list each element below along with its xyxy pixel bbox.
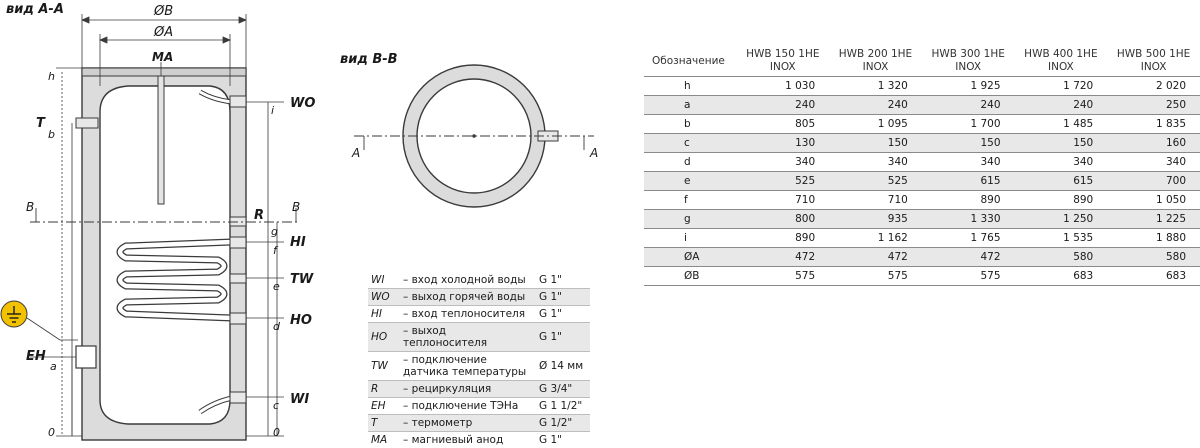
legend-code: R	[368, 381, 400, 398]
spec-cell: 890	[922, 191, 1015, 210]
section-mark-a-right: A	[590, 146, 598, 160]
t-label: T	[36, 116, 45, 131]
legend-code: TW	[368, 352, 400, 381]
spec-row-label: b	[644, 115, 736, 134]
wo-fitting	[230, 96, 246, 107]
spec-row	[644, 134, 1200, 153]
hi-fitting	[230, 237, 246, 248]
legend-code: HI	[368, 306, 400, 323]
ho-fitting	[230, 313, 246, 324]
spec-row-label: e	[644, 172, 736, 191]
mark-c: c	[273, 399, 279, 412]
spec-cell: 160	[1107, 134, 1200, 153]
legend-value: G 1"	[536, 289, 590, 306]
spec-cell: 150	[922, 134, 1015, 153]
legend-desc: – выход горячей воды	[400, 289, 536, 306]
spec-cell: 1 095	[829, 115, 922, 134]
mark-g: g	[271, 225, 278, 238]
legend-desc: – подключение ТЭНа	[400, 398, 536, 415]
legend-value: G 1"	[536, 432, 590, 448]
section-bb-view	[354, 65, 594, 207]
tw-fitting	[230, 274, 246, 283]
ground-symbol-icon	[1, 301, 27, 327]
spec-row-label: a	[644, 96, 736, 115]
spec-cell: 575	[736, 267, 829, 286]
spec-row	[644, 248, 1200, 267]
spec-cell: 1 485	[1015, 115, 1108, 134]
legend-row	[368, 398, 590, 415]
spec-row-label: f	[644, 191, 736, 210]
top-cap	[82, 68, 246, 76]
spec-cell: 700	[1107, 172, 1200, 191]
mark-a: a	[50, 360, 57, 373]
legend-code: EH	[368, 398, 400, 415]
ma-label: MA	[152, 50, 173, 64]
magnesium-anode	[158, 76, 164, 204]
legend-value: G 1 1/2"	[536, 398, 590, 415]
model-name-line1: HWB 400 1HE	[1019, 48, 1104, 61]
spec-row-label: d	[644, 153, 736, 172]
legend-row	[368, 381, 590, 398]
spec-cell: 575	[922, 267, 1015, 286]
spec-cell: 683	[1015, 267, 1108, 286]
dim-oa-label: ØA	[154, 25, 173, 40]
spec-cell: 240	[736, 96, 829, 115]
legend-code: MA	[368, 432, 400, 448]
spec-cell: 1 535	[1015, 229, 1108, 248]
legend-value: Ø 14 мм	[536, 352, 590, 381]
spec-cell: 1 925	[922, 77, 1015, 96]
spec-cell: 1 250	[1015, 210, 1108, 229]
spec-cell: 1 030	[736, 77, 829, 96]
spec-cell: 800	[736, 210, 829, 229]
spec-cell: 525	[736, 172, 829, 191]
spec-cell: 240	[1015, 96, 1108, 115]
spec-row-label: h	[644, 77, 736, 96]
model-name-line1: HWB 300 1HE	[926, 48, 1011, 61]
legend-row	[368, 415, 590, 432]
spec-row	[644, 191, 1200, 210]
spec-cell: 240	[922, 96, 1015, 115]
spec-row-label: ØA	[644, 248, 736, 267]
spec-row-label: g	[644, 210, 736, 229]
section-mark-a-left: A	[352, 146, 360, 160]
spec-row-label: c	[644, 134, 736, 153]
legend-row	[368, 323, 590, 352]
spec-cell: 150	[1015, 134, 1108, 153]
spec-cell: 1 225	[1107, 210, 1200, 229]
spec-cell: 575	[829, 267, 922, 286]
mark-b: b	[48, 128, 55, 141]
spec-cell: 1 330	[922, 210, 1015, 229]
spec-cell: 1 050	[1107, 191, 1200, 210]
mark-h: h	[48, 70, 55, 83]
spec-row	[644, 267, 1200, 286]
mark-zero-left: 0	[48, 426, 55, 439]
legend-value: G 3/4"	[536, 381, 590, 398]
spec-row	[644, 229, 1200, 248]
eh-label: EH	[26, 349, 46, 364]
model-name-line1: HWB 200 1HE	[833, 48, 918, 61]
spec-cell: 1 162	[829, 229, 922, 248]
eh-fitting	[76, 346, 96, 368]
section-mark-b-left: B	[26, 200, 34, 214]
spec-cell: 580	[1015, 248, 1108, 267]
spec-row	[644, 210, 1200, 229]
mark-d: d	[273, 320, 280, 333]
spec-cell: 1 880	[1107, 229, 1200, 248]
dim-ob-label: ØB	[154, 4, 173, 19]
spec-cell: 340	[1015, 153, 1108, 172]
spec-cell: 340	[1107, 153, 1200, 172]
spec-row	[644, 77, 1200, 96]
model-name-line1: HWB 150 1HE	[740, 48, 825, 61]
mark-f: f	[273, 244, 277, 257]
spec-model-header	[1015, 46, 1108, 77]
tw-label: TW	[290, 272, 313, 287]
mark-zero-right: 0	[273, 426, 280, 439]
spec-row-label: ØB	[644, 267, 736, 286]
mark-i: i	[271, 104, 274, 117]
legend-desc: – магниевый анод	[400, 432, 536, 448]
spec-model-header	[829, 46, 922, 77]
legend-code: WI	[368, 272, 400, 289]
spec-cell: 935	[829, 210, 922, 229]
spec-model-header	[736, 46, 829, 77]
spec-cell: 580	[1107, 248, 1200, 267]
spec-cell: 710	[829, 191, 922, 210]
spec-cell: 472	[829, 248, 922, 267]
spec-cell: 683	[1107, 267, 1200, 286]
legend-row	[368, 352, 590, 381]
legend-value: G 1"	[536, 306, 590, 323]
legend-row	[368, 432, 590, 448]
wi-label: WI	[290, 392, 309, 407]
legend-row	[368, 306, 590, 323]
spec-model-header	[1107, 46, 1200, 77]
model-name-line1: HWB 500 1HE	[1111, 48, 1196, 61]
mark-e: e	[273, 280, 280, 293]
spec-model-header	[922, 46, 1015, 77]
spec-cell: 250	[1107, 96, 1200, 115]
legend-code: WO	[368, 289, 400, 306]
legend-row	[368, 272, 590, 289]
spec-cell: 2 020	[1107, 77, 1200, 96]
view-aa-label: вид A-A	[6, 2, 64, 17]
spec-row-label: i	[644, 229, 736, 248]
wi-fitting	[230, 392, 246, 403]
legend-desc: – вход холодной воды	[400, 272, 536, 289]
legend-value: G 1/2"	[536, 415, 590, 432]
legend-row	[368, 289, 590, 306]
spec-cell: 340	[922, 153, 1015, 172]
legend-desc: – выход теплоносителя	[400, 323, 536, 352]
spec-row	[644, 115, 1200, 134]
spec-cell: 1 765	[922, 229, 1015, 248]
spec-cell: 890	[736, 229, 829, 248]
spec-cell: 525	[829, 172, 922, 191]
legend-value: G 1"	[536, 272, 590, 289]
spec-cell: 130	[736, 134, 829, 153]
spec-header-label: Обозначение	[644, 46, 736, 77]
spec-cell: 1 720	[1015, 77, 1108, 96]
model-name-line2: INOX	[833, 61, 918, 74]
r-label: R	[254, 208, 264, 223]
spec-cell: 615	[922, 172, 1015, 191]
spec-cell: 1 700	[922, 115, 1015, 134]
spec-cell: 615	[1015, 172, 1108, 191]
section-mark-b-right: B	[292, 200, 300, 214]
thermometer-fitting	[76, 118, 98, 128]
spec-cell: 710	[736, 191, 829, 210]
legend-desc: – подключение датчика температуры	[400, 352, 536, 381]
hi-label: HI	[290, 235, 306, 250]
ho-label: HO	[290, 313, 312, 328]
legend-desc: – вход теплоносителя	[400, 306, 536, 323]
wo-label: WO	[290, 96, 315, 111]
model-name-line2: INOX	[1019, 61, 1104, 74]
spec-cell: 1 320	[829, 77, 922, 96]
r-fitting	[230, 217, 246, 226]
model-name-line2: INOX	[740, 61, 825, 74]
legend-desc: – термометр	[400, 415, 536, 432]
spec-row	[644, 172, 1200, 191]
legend-code: T	[368, 415, 400, 432]
spec-cell: 805	[736, 115, 829, 134]
spec-cell: 472	[922, 248, 1015, 267]
spec-cell: 890	[1015, 191, 1108, 210]
spec-row	[644, 153, 1200, 172]
spec-header-row	[644, 46, 1200, 77]
spec-row	[644, 96, 1200, 115]
legend-desc: – рециркуляция	[400, 381, 536, 398]
connections-legend	[368, 272, 590, 448]
spec-cell: 340	[829, 153, 922, 172]
spec-cell: 1 835	[1107, 115, 1200, 134]
model-name-line2: INOX	[1111, 61, 1196, 74]
spec-table	[644, 46, 1200, 286]
view-bb-label: вид B-B	[340, 52, 398, 67]
spec-cell: 240	[829, 96, 922, 115]
spec-cell: 472	[736, 248, 829, 267]
model-name-line2: INOX	[926, 61, 1011, 74]
spec-cell: 340	[736, 153, 829, 172]
legend-value: G 1"	[536, 323, 590, 352]
spec-cell: 150	[829, 134, 922, 153]
legend-code: HO	[368, 323, 400, 352]
